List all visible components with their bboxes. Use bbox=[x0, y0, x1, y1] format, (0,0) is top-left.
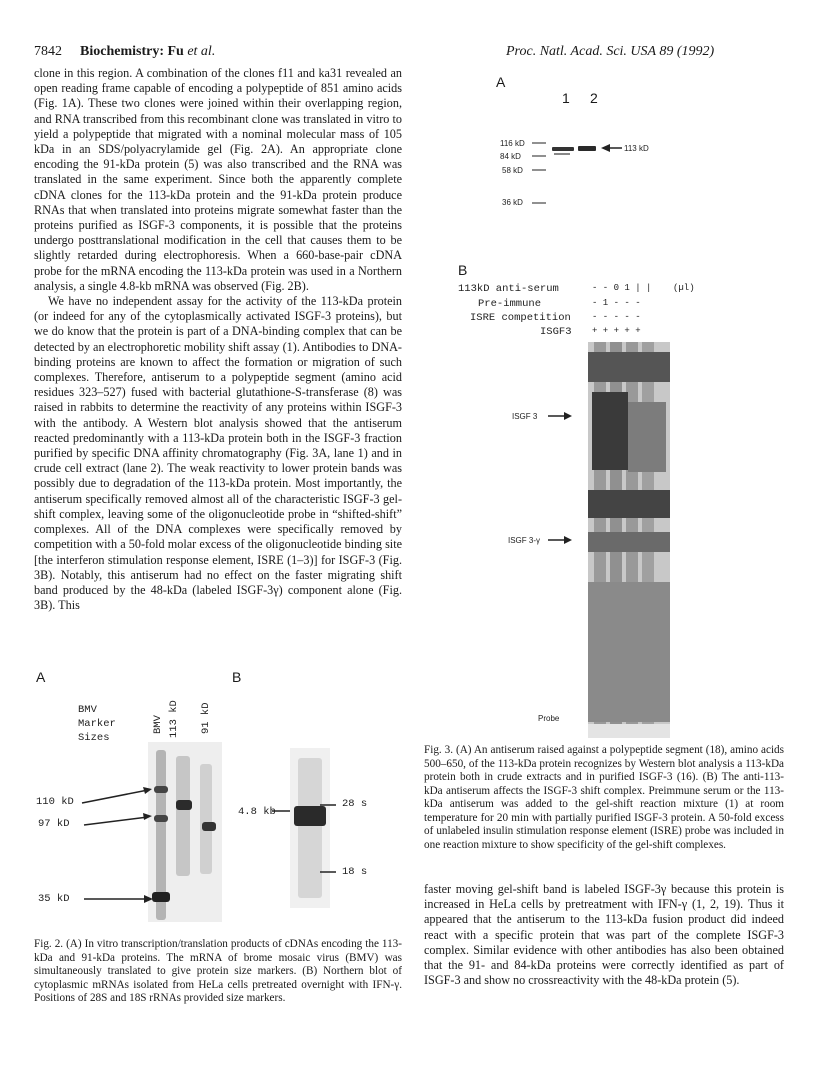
fig3b-marks-isre: - - - - - bbox=[592, 312, 641, 322]
body-paragraph-3: faster moving gel-shift band is labeled ISGF-3γ because this protein is increased in HeLa cells by pretreatment with IFN-γ (1, 2, 19). Thus it appeared that the antiserum to the 113-kDa fusion product did indeed react with a specific protein that was part of the complete ISGF-3 complex. Similar evidence with other antibodies has also been obtained that the 91- and 84-kDa proteins were correctly identified as part of ISGF-3 and show no crossreactivity with the 48-kDa protein (5). bbox=[424, 882, 784, 988]
fig2-lane-113kd: 113 kD bbox=[168, 700, 180, 738]
right-column bbox=[424, 882, 784, 988]
fig3b-unit: (µl) bbox=[673, 283, 695, 293]
fig2b-18s: 18 s bbox=[342, 866, 368, 878]
fig3b-marks-isgf3: + + + + + bbox=[592, 326, 641, 336]
journal-short: Biochemistry: Fu bbox=[80, 44, 188, 59]
arrowhead-isgf3-gamma bbox=[564, 536, 572, 544]
fig3-marker-36kd: 36 kD bbox=[502, 198, 523, 207]
fig2b-band-48kb: 4.8 kb bbox=[238, 806, 276, 818]
arrow-97kd bbox=[84, 817, 148, 825]
fig3b-row-preimmune: Pre-immune bbox=[478, 298, 542, 310]
body-paragraph-2: We have no independent assay for the activity of the 113-kDa protein (or indeed for any of the cytoplasmically activated ISGF-3 proteins), but we do know that the protein is part of a DNA-binding complex that can be detected by an electrophoretic mobility shift assay (1). Antibodies to DNA-binding proteins are known to affect the formation or migration of such complexes. Therefore, antiserum to a polypeptide segment (amino acid residues 323–527) fused with bacterial glutathione-S-transferase (8) was raised in rabbits to determine the reactivity of any proteins within ISGF-3 with the antibody. A Western blot analysis showed that the antiserum reacted predominantly with a 113-kDa protein both in the ISGF-3 fraction purified by specific DNA affinity chromatography (Fig. 3A, lane 1) and in crude cell extract (lane 2). The weak reactivity to lower protein bands was possibly due to degradation of the 113-kDa protein. Most importantly, the antiserum specifically removed almost all of the characteristic ISGF-3 gel-shift complex, leaving some of the oligonucleotide probe in “shifted-shift” complexes. All of the DNA complexes were specifically removed by competition with a 50-fold molar excess of the oligonucleotide binding site [the interferon stimulation response element, ISRE (1–3)] for ISGF-3 (Fig. 3B). Notably, this antiserum had no effect on the faster migrating shift band produced by the 48-kDa (labeled ISGF-3γ) component alone (Fig. 3B). This bbox=[34, 294, 402, 613]
fig3b-row-isre: ISRE competition bbox=[470, 312, 571, 324]
fig2a-marker-arrows bbox=[80, 780, 156, 910]
row-label-bmv: BMV bbox=[78, 704, 97, 716]
arrow-110kd bbox=[82, 790, 148, 803]
fig3b-label-isgf3: ISGF 3 bbox=[512, 412, 538, 421]
fig2-marker-110kd: 110 kD bbox=[36, 796, 74, 808]
arrowhead-isgf3 bbox=[564, 412, 572, 420]
arrowhead-113kd bbox=[601, 144, 610, 152]
fig3-band-113kd: 113 kD bbox=[624, 144, 649, 153]
arrowhead-97kd bbox=[143, 813, 152, 820]
body-paragraph-1: clone in this region. A combination of the clones f11 and ka31 revealed an open reading frame capable of encoding a polypeptide of 851 amino acids (Fig. 1A). These two clones were joined within their overlapping region, and RNA transcribed from this recombinant clone was translated in vitro to yield a polypeptide that migrated with a nominal molecular mass of 105 kDa in an SDS/polyacrylamide gel (Fig. 2A). An appropriate clone encoding the 91-kDa protein (5) was also transcribed and the RNA was translated in the same experiment. Since both the apparently complete cDNA clones for the 113-kDa protein and the 91-kDa protein produce RNAs that when translated into proteins migrate somewhat faster than the proteins purified as ISGF-3 components, it is possible that the proteins undergo posttranslational modification in the cell that causes them to be slightly retarded during electrophoresis. When a 660-base-pair cDNA probe for the mRNA encoding the 113-kDa protein was used in a Northern analysis, a single 4.8-kb mRNA was observed (Fig. 2B). bbox=[34, 66, 402, 293]
fig3b-gel-image bbox=[588, 342, 670, 738]
fig2-panel-b-label: B bbox=[232, 669, 242, 685]
fig2b-28s: 28 s bbox=[342, 798, 368, 810]
band-lane1 bbox=[552, 147, 574, 151]
row-label-sizes: Sizes bbox=[78, 732, 110, 744]
arrowhead-35kd bbox=[144, 895, 153, 903]
fig2-lane-91kd: 91 kD bbox=[200, 702, 212, 734]
fig3b-row-antiserum: 113kD anti-serum bbox=[458, 283, 559, 295]
left-column bbox=[34, 66, 402, 613]
fig2b-pointers bbox=[270, 800, 350, 880]
page-number: 7842 bbox=[34, 44, 62, 59]
fig2-row-labels bbox=[78, 703, 116, 745]
fig3-caption: Fig. 3. (A) An antiserum raised against a polypeptide segment (18), amino acids 500–650, of the 113-kDa protein recognizes by Western blot analysis a 113-kDa protein both in crude extracts and in purified ISGF-3 (16). (B) The anti-113-kDa antiserum affects the ISGF-3 shift complex. Preimmune serum or the 113-kDa antiserum was added to the gel-shift reaction mixture (1) at room temperature for 20 min with partially purified ISGF-3 protein. A 50-fold excess of unlabeled insulin stimulation response element (ISRE) probe was included in one reaction mixture to show specificity of the gel-shift complexes. bbox=[424, 744, 784, 851]
fig2-panel-a-label: A bbox=[36, 669, 46, 685]
arrowhead-110kd bbox=[143, 787, 152, 794]
band-faint bbox=[554, 153, 570, 155]
fig3b-row-isgf3: ISGF3 bbox=[540, 326, 572, 338]
fig3-marker-58kd: 58 kD bbox=[502, 166, 523, 175]
fig2-caption: Fig. 2. (A) In vitro transcription/translation products of cDNAs encoding the 113-kDa and 91-kDa proteins. The mRNA of brome mosaic virus (BMV) was simultaneously translated to give protein size markers. (B) Northern blot of cytoplasmic mRNAs isolated from HeLa cells pretreated overnight with IFN-γ. Positions of 28S and 18S rRNAs provided size markers. bbox=[34, 938, 402, 1004]
fig2-marker-35kd: 35 kD bbox=[38, 893, 70, 905]
authors-etal: et al. bbox=[187, 44, 216, 59]
fig3b-marks-preimmune: - 1 - - - bbox=[592, 298, 641, 308]
fig3b-arrows bbox=[546, 408, 576, 548]
running-head-left bbox=[80, 44, 215, 60]
fig3-marker-84kd: 84 kD bbox=[500, 152, 521, 161]
fig3-lane-2: 2 bbox=[590, 90, 598, 106]
fig3-panel-a-label: A bbox=[496, 74, 506, 90]
fig3-lane-1: 1 bbox=[562, 90, 570, 106]
band-lane2 bbox=[578, 146, 596, 151]
running-head-right: Proc. Natl. Acad. Sci. USA 89 (1992) bbox=[506, 44, 715, 59]
fig3b-label-isgf3-gamma: ISGF 3-γ bbox=[508, 536, 541, 545]
fig3b-marks-antiserum: - - 0 1 | | bbox=[592, 283, 652, 293]
fig2-lane-bmv: BMV bbox=[152, 715, 164, 734]
fig3b-probe-label: Probe bbox=[538, 714, 560, 723]
fig2a-gel-image bbox=[148, 742, 222, 922]
fig3-marker-116kd: 116 kD bbox=[500, 139, 525, 148]
fig2-marker-97kd: 97 kD bbox=[38, 818, 70, 830]
fig3-panel-b-label: B bbox=[458, 262, 468, 278]
row-label-marker: Marker bbox=[78, 718, 116, 730]
